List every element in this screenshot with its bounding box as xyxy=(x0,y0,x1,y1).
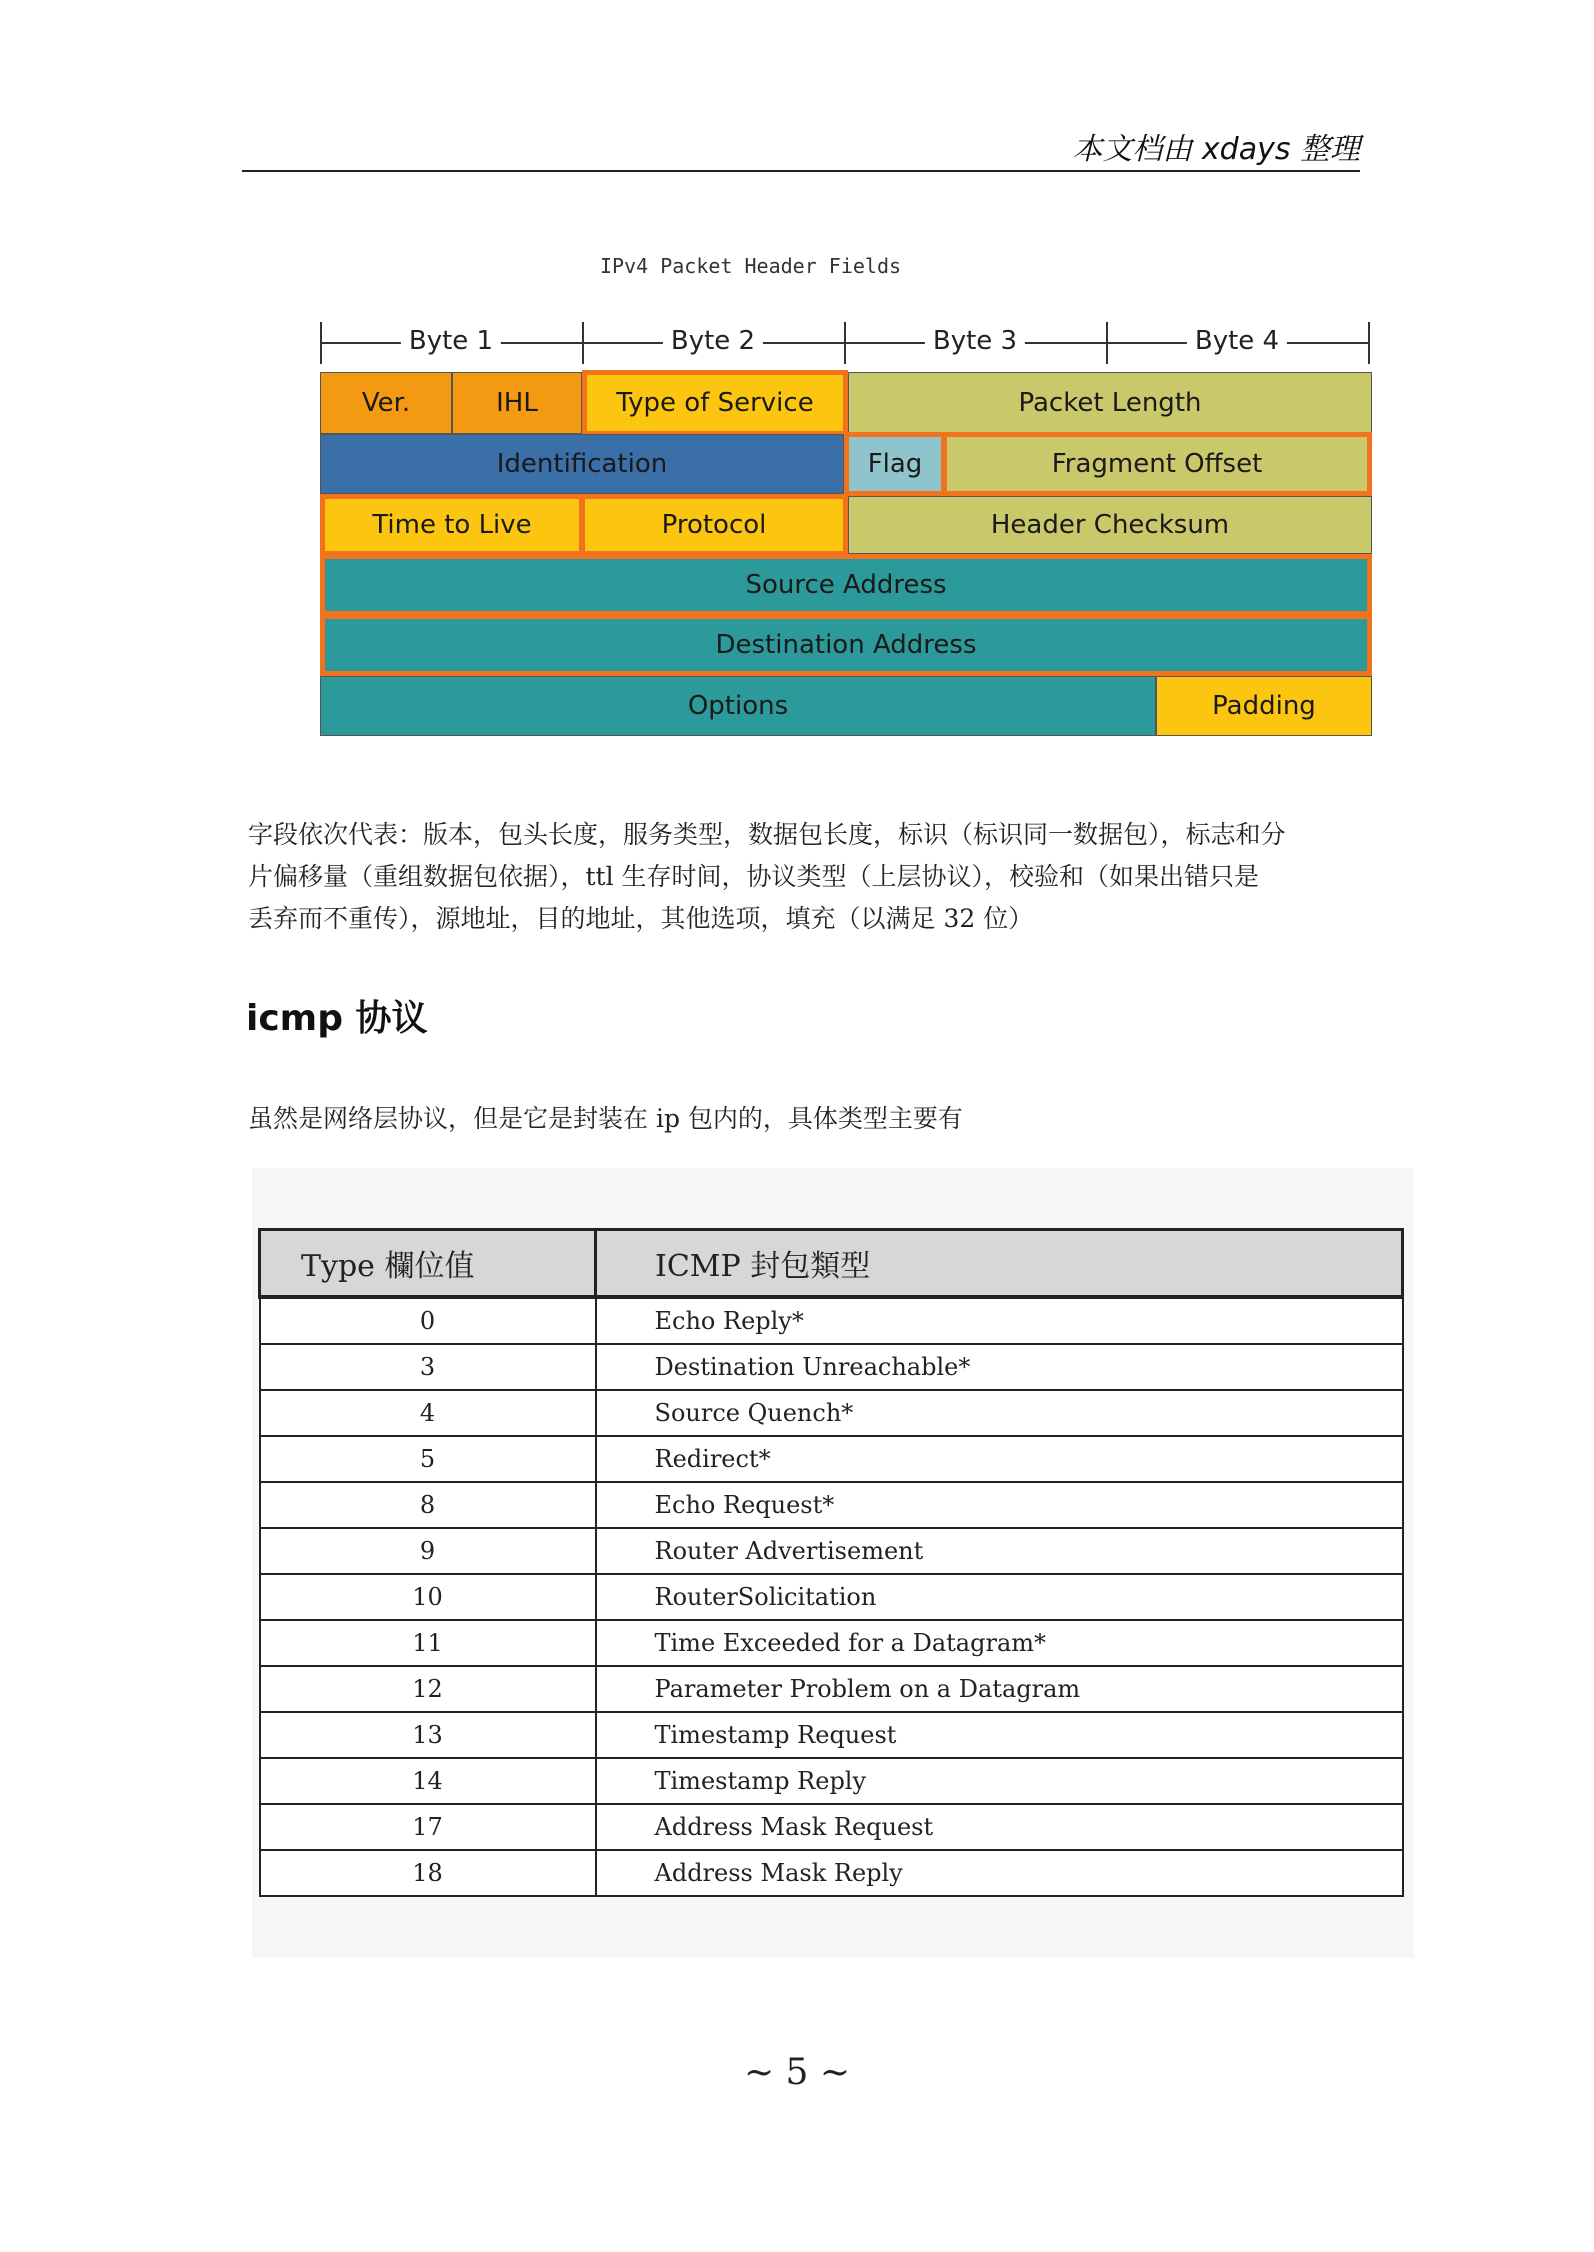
type-cell: 11 xyxy=(260,1620,596,1666)
table-row xyxy=(260,1436,1403,1482)
byte-label: Byte 3 xyxy=(925,326,1025,356)
field-source-address: Source Address xyxy=(320,554,1372,616)
icmp-name-cell: Timestamp Reply xyxy=(596,1758,1403,1804)
byte-label: Byte 4 xyxy=(1187,326,1287,356)
header-rule xyxy=(242,170,1360,172)
icmp-type-table xyxy=(258,1228,1404,1897)
type-cell: 13 xyxy=(260,1712,596,1758)
table-row xyxy=(260,1620,1403,1666)
table-row xyxy=(260,1758,1403,1804)
byte-label: Byte 2 xyxy=(663,326,763,356)
type-cell: 14 xyxy=(260,1758,596,1804)
icmp-name-cell: Destination Unreachable* xyxy=(596,1344,1403,1390)
type-cell: 9 xyxy=(260,1528,596,1574)
field-fragment-offset: Fragment Offset xyxy=(942,432,1372,496)
byte-axis xyxy=(320,318,1370,368)
type-cell: 10 xyxy=(260,1574,596,1620)
page-number: ~ 5 ~ xyxy=(743,2052,851,2093)
page-header-title: 本文档由 xdays 整理 xyxy=(1072,132,1360,167)
icmp-name-cell: Address Mask Reply xyxy=(596,1850,1403,1896)
description-line: 片偏移量（重组数据包依据），ttl 生存时间，协议类型（上层协议），校验和（如果出错只是 xyxy=(248,862,1260,891)
byte-label: Byte 1 xyxy=(401,326,501,356)
ipv4-header-diagram xyxy=(320,372,1372,738)
diagram-title: IPv4 Packet Header Fields xyxy=(600,254,902,278)
field-destination-address: Destination Address xyxy=(320,614,1372,676)
icmp-name-cell: Timestamp Request xyxy=(596,1712,1403,1758)
field-flag: Flag xyxy=(844,432,946,496)
table-row xyxy=(260,1712,1403,1758)
axis-tick xyxy=(582,322,584,364)
description-line: 字段依次代表：版本，包头长度，服务类型，数据包长度，标识（标识同一数据包），标志和分 xyxy=(248,820,1286,849)
field-protocol: Protocol xyxy=(580,494,848,556)
type-cell: 4 xyxy=(260,1390,596,1436)
icmp-name-cell: Echo Request* xyxy=(596,1482,1403,1528)
description-paragraph xyxy=(248,814,1358,940)
icmp-name-cell: Parameter Problem on a Datagram xyxy=(596,1666,1403,1712)
field-type-of-service: Type of Service xyxy=(582,370,848,436)
table-row xyxy=(260,1482,1403,1528)
table-row xyxy=(260,1344,1403,1390)
intro-paragraph: 虽然是网络层协议，但是它是封装在 ip 包内的，具体类型主要有 xyxy=(248,1104,963,1133)
axis-tick xyxy=(1368,322,1370,364)
column-header-icmp: ICMP 封包類型 xyxy=(596,1230,1403,1298)
field-time-to-live: Time to Live xyxy=(320,494,584,556)
table-row xyxy=(260,1804,1403,1850)
icmp-name-cell: Echo Reply* xyxy=(596,1297,1403,1344)
type-cell: 17 xyxy=(260,1804,596,1850)
icmp-name-cell: Source Quench* xyxy=(596,1390,1403,1436)
field-packet-length: Packet Length xyxy=(848,372,1372,434)
type-cell: 5 xyxy=(260,1436,596,1482)
field-options: Options xyxy=(320,676,1156,736)
table-header-row xyxy=(260,1230,1403,1298)
icmp-name-cell: Address Mask Request xyxy=(596,1804,1403,1850)
type-cell: 18 xyxy=(260,1850,596,1896)
table-row xyxy=(260,1666,1403,1712)
type-cell: 8 xyxy=(260,1482,596,1528)
icmp-name-cell: Redirect* xyxy=(596,1436,1403,1482)
description-line: 丢弃而不重传），源地址，目的地址，其他选项，填充（以满足 32 位） xyxy=(248,904,1034,933)
field-ihl: IHL xyxy=(452,372,582,434)
icmp-name-cell: RouterSolicitation xyxy=(596,1574,1403,1620)
field-identification: Identification xyxy=(320,434,844,494)
column-header-type: Type 欄位值 xyxy=(260,1230,596,1298)
icmp-name-cell: Router Advertisement xyxy=(596,1528,1403,1574)
table-row xyxy=(260,1528,1403,1574)
type-cell: 0 xyxy=(260,1297,596,1344)
table-row xyxy=(260,1850,1403,1896)
section-title: icmp 协议 xyxy=(246,998,428,1039)
table-row xyxy=(260,1574,1403,1620)
axis-tick xyxy=(320,322,322,364)
table-row xyxy=(260,1390,1403,1436)
type-cell: 3 xyxy=(260,1344,596,1390)
table-row xyxy=(260,1297,1403,1344)
icmp-name-cell: Time Exceeded for a Datagram* xyxy=(596,1620,1403,1666)
field-padding: Padding xyxy=(1156,676,1372,736)
axis-tick xyxy=(1106,322,1108,364)
field-header-checksum: Header Checksum xyxy=(848,496,1372,554)
type-cell: 12 xyxy=(260,1666,596,1712)
axis-tick xyxy=(844,322,846,364)
field-ver: Ver. xyxy=(320,372,452,434)
